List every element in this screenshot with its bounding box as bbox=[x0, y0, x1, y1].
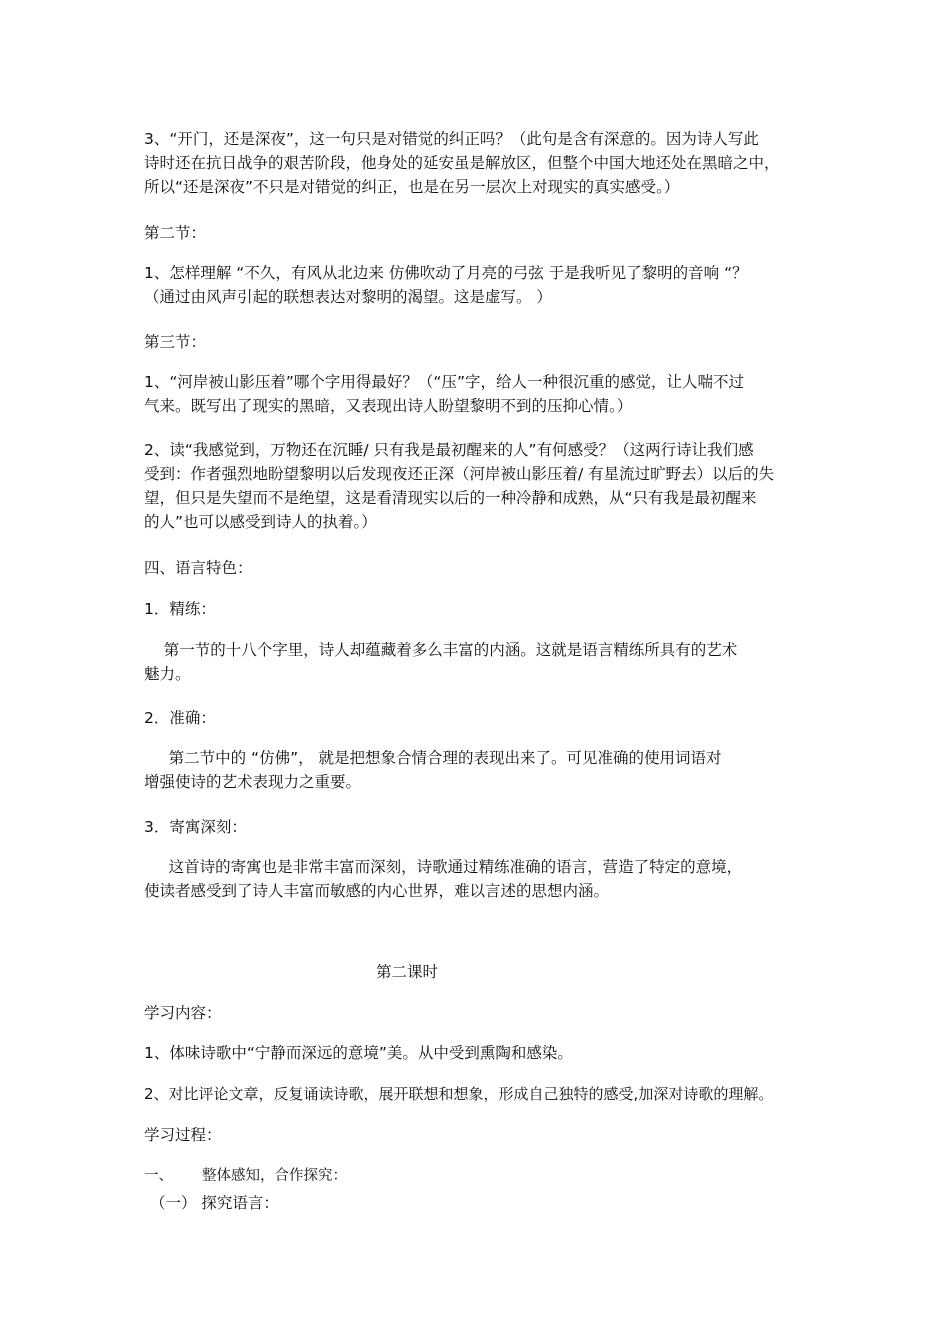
content-heading: 学习内容： bbox=[144, 1004, 222, 1022]
section-3-heading: 第三节： bbox=[144, 333, 207, 351]
text-line: 这首诗的寄寓也是非常丰富而深刻，诗歌通过精练准确的语言，营造了特定的意境， bbox=[144, 858, 743, 876]
process-heading: 学习过程： bbox=[144, 1126, 222, 1144]
text-line: 1、“河岸被山影压着”哪个字用得最好？（“压”字，给人一种很沉重的感觉，让人喘不过 bbox=[144, 373, 744, 391]
text-line: 的人”也可以感受到诗人的执着。） bbox=[144, 513, 377, 531]
feature-3-heading: 3．寄寓深刻： bbox=[144, 818, 247, 836]
section-2-heading: 第二节： bbox=[144, 224, 207, 242]
process-sub-1: （一） 探究语言： bbox=[150, 1194, 279, 1212]
text-line: 第一节的十八个字里，诗人却蕴藏着多么丰富的内涵。这就是语言精练所具有的艺术 bbox=[144, 641, 738, 659]
section-2-question-1 bbox=[144, 261, 824, 309]
lesson-2-title: 第二课时 bbox=[376, 963, 439, 981]
text-line: （通过由风声引起的联想表达对黎明的渴望。这是虚写。 ） bbox=[144, 288, 552, 306]
feature-1-heading: 1．精练： bbox=[144, 600, 216, 618]
text-line: 1、怎样理解 “不久，有风从北边来 仿佛吹动了月亮的弓弦 于是我听见了黎明的音响 “？ bbox=[144, 264, 748, 282]
section-3-question-1 bbox=[144, 370, 824, 418]
content-item-2: 2、对比评论文章，反复诵读诗歌，展开联想和想象，形成自己独特的感受,加深对诗歌的理解。 bbox=[144, 1085, 774, 1103]
process-item-1-text: 整体感知，合作探究： bbox=[202, 1168, 347, 1184]
text-line: 诗时还在抗日战争的艰苦阶段，他身处的延安虽是解放区，但整个中国大地还处在黑暗之中， bbox=[144, 154, 780, 172]
text-line: 受到：作者强烈地盼望黎明以后发现夜还正深（河岸被山影压着/ 有星流过旷野去）以后的失 bbox=[144, 465, 775, 483]
section-3-question-2 bbox=[144, 438, 824, 534]
feature-2-paragraph bbox=[144, 746, 824, 794]
question-3-paragraph bbox=[144, 127, 824, 199]
part-4-heading: 四、语言特色： bbox=[144, 559, 253, 577]
feature-1-paragraph bbox=[144, 638, 824, 686]
text-line: 望，但只是失望而不是绝望，这是看清现实以后的一种冷静和成熟，从“只有我是最初醒来 bbox=[144, 489, 757, 507]
text-line: 2、读“我感觉到，万物还在沉睡/ 只有我是最初醒来的人”有何感受？（这两行诗让我们感 bbox=[144, 441, 754, 459]
content-item-1: 1、体味诗歌中“宁静而深远的意境”美。从中受到熏陶和感染。 bbox=[144, 1044, 573, 1062]
text-line: 第二节中的 “仿佛”， 就是把想象合情合理的表现出来了。可见准确的使用词语对 bbox=[144, 749, 722, 767]
text-line: 使读者感受到了诗人丰富而敏感的内心世界，难以言述的思想内涵。 bbox=[144, 882, 610, 900]
text-line: 气来。既写出了现实的黑暗，又表现出诗人盼望黎明不到的压抑心情。） bbox=[144, 397, 633, 415]
text-line: 3、“开门，还是深夜”，这一句只是对错觉的纠正吗？（此句是含有深意的。因为诗人写此 bbox=[144, 130, 759, 148]
feature-2-heading: 2．准确： bbox=[144, 709, 216, 727]
text-line: 所以“还是深夜”不只是对错觉的纠正，也是在另一层次上对现实的真实感受。） bbox=[144, 178, 680, 196]
text-line: 魅力。 bbox=[144, 665, 191, 683]
text-line: 增强使诗的艺术表现力之重要。 bbox=[144, 773, 362, 791]
feature-3-paragraph bbox=[144, 855, 824, 903]
process-item-1-number: 一、 bbox=[144, 1168, 173, 1184]
